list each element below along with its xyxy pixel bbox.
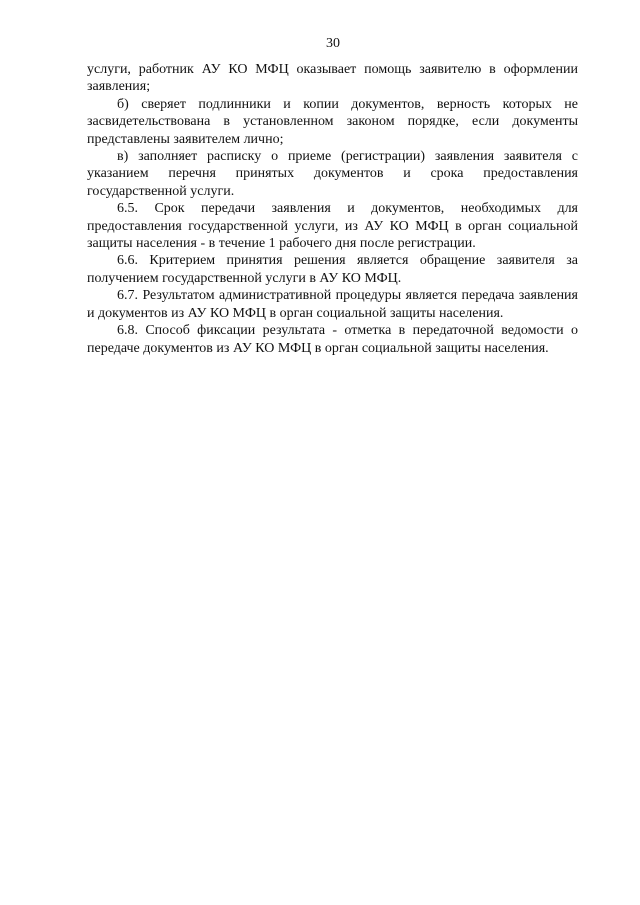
paragraph-item-b-verify-documents: б) сверяет подлинники и копии документов, верность которых не засвидетельствована в установленном законом порядке, если документы представлены заявителем лично; — [87, 96, 578, 147]
document-body — [87, 61, 578, 357]
paragraph-6-5-transfer-term: 6.5. Срок передачи заявления и документов, необходимых для предоставления государственной услуги, из АУ КО МФЦ в орган социальной защиты населения - в течение 1 рабочего дня после регистрации. — [87, 201, 578, 252]
paragraph-6-8-result-fixation: 6.8. Способ фиксации результата - отметка в передаточной ведомости о передаче документов из АУ КО МФЦ в орган социальной защиты населения. — [87, 323, 578, 356]
paragraph-6-7-procedure-result: 6.7. Результатом административной процедуры является передача заявления и документов из АУ КО МФЦ в орган социальной защиты населения. — [87, 288, 578, 321]
page-number: 30 — [326, 36, 340, 51]
paragraph-continuation-help: услуги, работник АУ КО МФЦ оказывает помощь заявителю в оформлении заявления; — [87, 62, 578, 95]
paragraph-6-6-decision-criterion: 6.6. Критерием принятия решения является обращение заявителя за получением государственной услуги в АУ КО МФЦ. — [87, 253, 578, 286]
paragraph-item-v-receipt: в) заполняет расписку о приеме (регистрации) заявления заявителя с указанием перечня принятых документов и срока предоставления государственной услуги. — [87, 149, 578, 199]
